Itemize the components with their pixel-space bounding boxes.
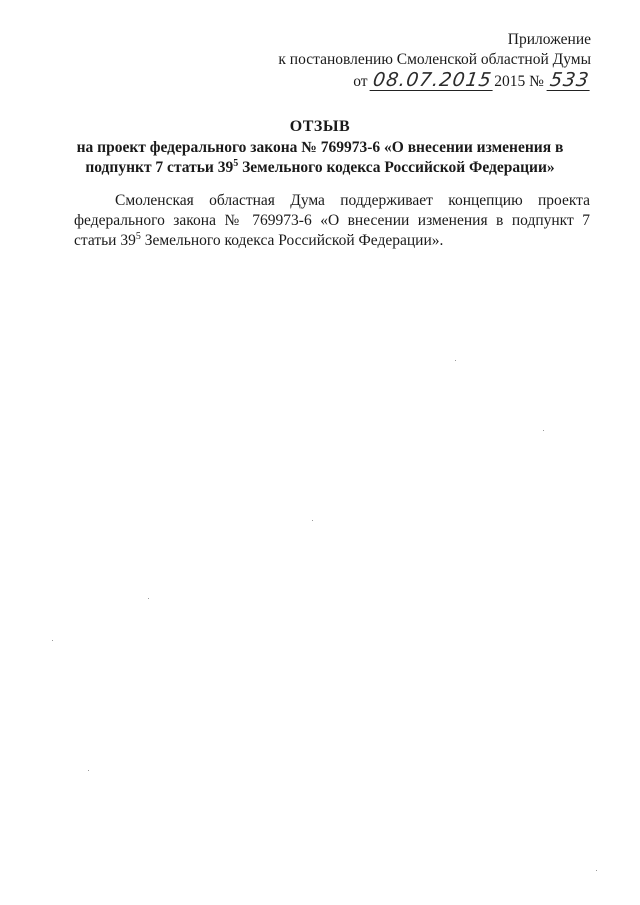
title-line-2-post: Земельного кодекса Российской Федерации» — [238, 159, 555, 176]
title-line-2-pre: подпункт 7 статьи 39 — [85, 159, 234, 176]
scan-speck — [543, 430, 544, 431]
handwritten-number: 533 — [548, 69, 591, 91]
scan-speck — [88, 770, 89, 771]
title-superscript: 5 — [233, 157, 239, 169]
body-row-3-post: Земельного кодекса Российской Федерации». — [140, 232, 444, 249]
handwritten-date: 08.07.2015 — [371, 69, 494, 91]
appendix-year-number-label: 2015 № — [494, 73, 544, 90]
scan-speck — [596, 870, 597, 871]
appendix-block — [278, 30, 591, 92]
body-row-3-pre: статьи 39 — [74, 232, 136, 249]
document-title — [60, 117, 580, 178]
appendix-resolution-ref: к постановлению Смоленской областной Думы — [278, 51, 591, 68]
title-heading: ОТЗЫВ — [289, 118, 351, 135]
body-paragraph — [74, 191, 590, 251]
appendix-label: Приложение — [507, 31, 591, 48]
title-line-2 — [60, 158, 580, 178]
scan-speck — [455, 360, 456, 361]
appendix-from-prefix: от — [353, 73, 368, 90]
body-row-2: федерального закона № 769973-6 «О внесении изменения в подпункт 7 — [74, 212, 590, 229]
appendix-date-number-line — [278, 70, 591, 92]
scan-speck — [52, 640, 53, 641]
body-row-1: Смоленская областная Дума поддерживает концепцию проекта — [115, 192, 590, 209]
title-line-1: на проект федерального закона № 769973-6 «О внесении изменения в — [76, 139, 564, 156]
body-row-3 — [74, 231, 590, 251]
scan-speck — [312, 520, 313, 521]
body-superscript: 5 — [135, 230, 141, 242]
scan-speck — [148, 598, 149, 599]
